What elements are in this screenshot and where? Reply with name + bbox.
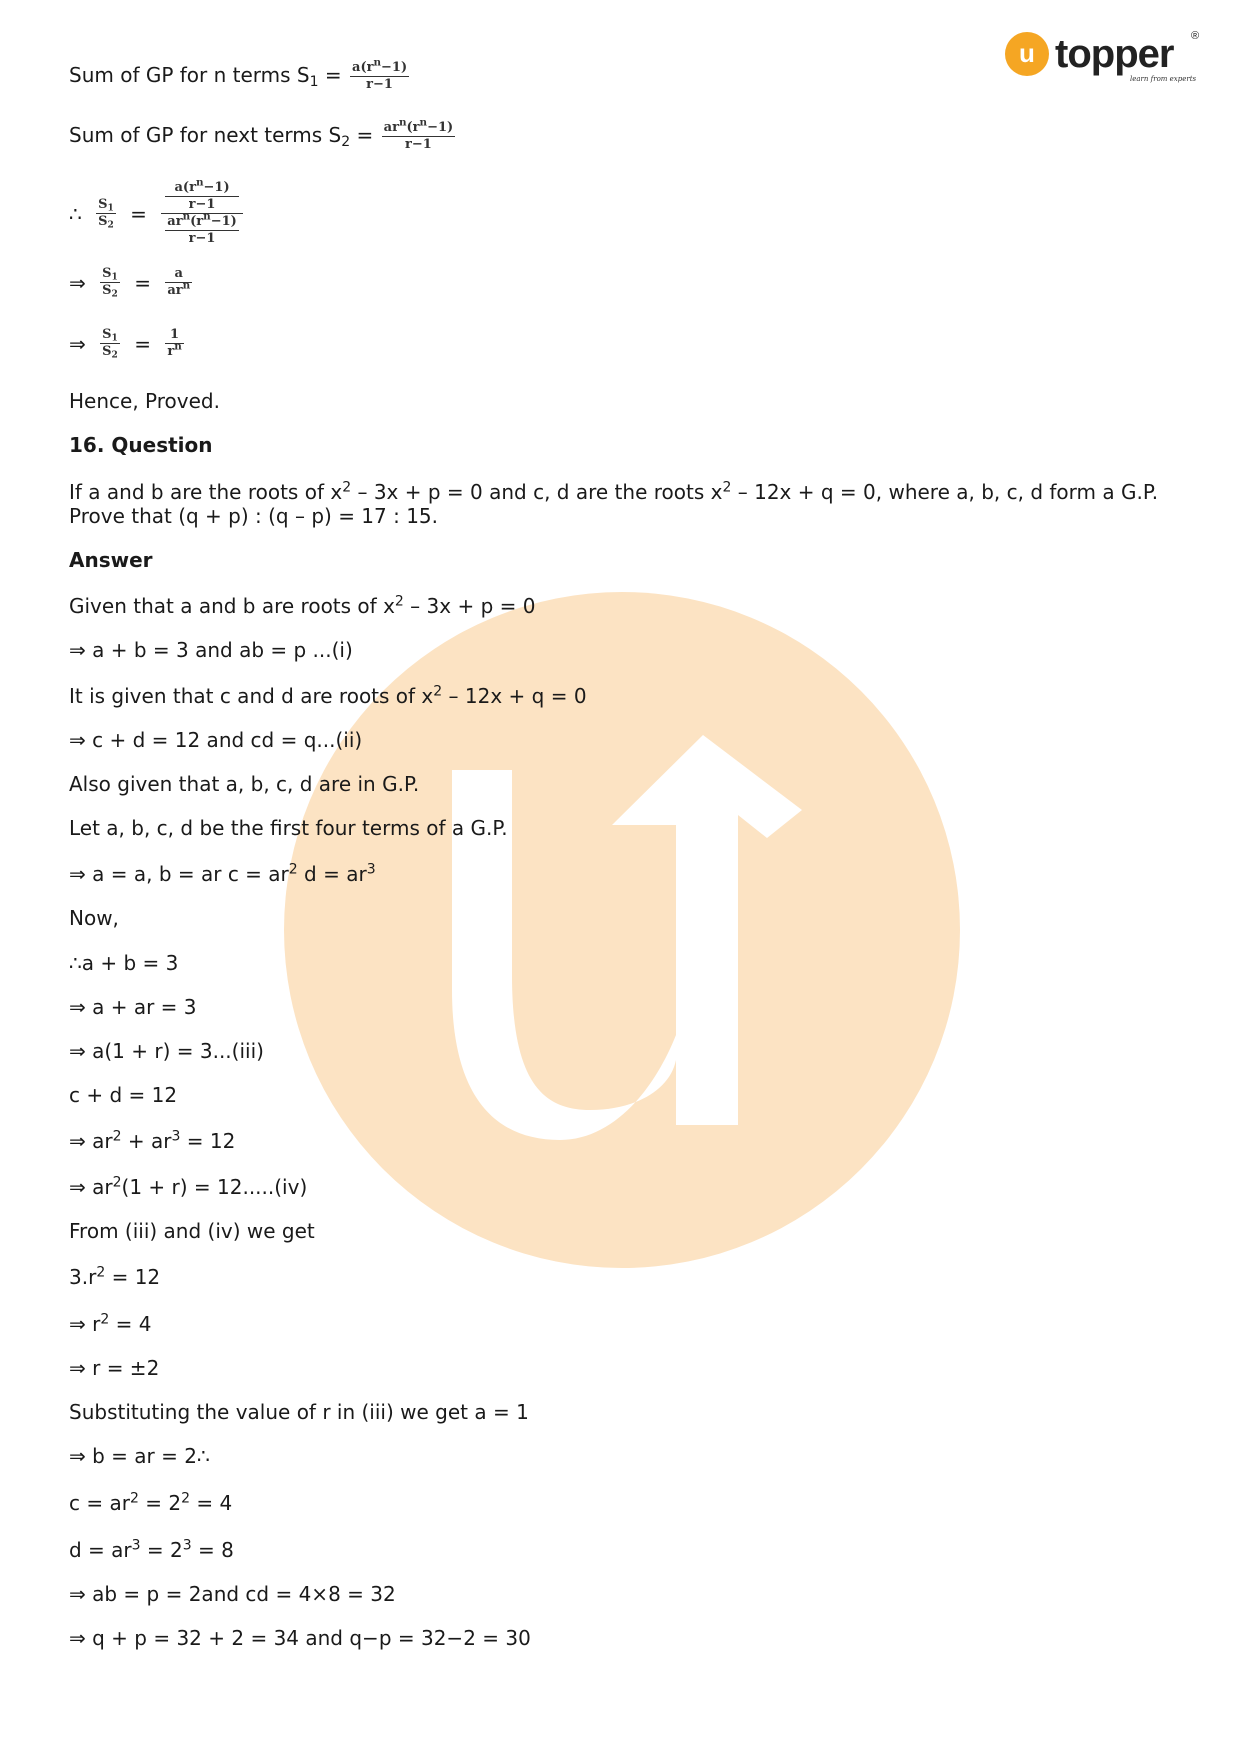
s1-subscript: 1 <box>309 74 319 91</box>
answer-line-8: Now, <box>69 906 119 930</box>
ratio-s1-s2: $\frac{S_1}{S_2}$ <box>102 266 118 300</box>
logo-tagline: learn from experts <box>1130 75 1197 83</box>
answer-line-18: ⇒ r = ±2 <box>69 1356 160 1380</box>
ratio-nested-line <box>69 176 245 247</box>
answer-line-12: c + d = 12 <box>69 1083 178 1107</box>
s1-fraction: $\frac{a(r^n-1)}{r-1}$ <box>352 56 408 92</box>
sum-n-terms-label: Sum of GP for n terms S <box>69 63 310 87</box>
answer-line-22: $d = ar^3 = 2^3 = 8$ <box>69 1537 234 1562</box>
answer-line-17: ⇒ $r^2 = 4$ <box>69 1311 152 1336</box>
ratio-step-3 <box>69 327 186 360</box>
nested-top-fraction: $a(r^n-1)$ r−1 <box>165 180 239 213</box>
answer-heading: Answer <box>69 548 153 572</box>
one-over-r-n: $\frac{1}{r^n}$ <box>167 327 182 359</box>
answer-line-1: Given that a and b are roots of $x^2 - 3x + p = 0$ <box>69 593 536 618</box>
answer-line-15: From (iii) and (iv) we get <box>69 1219 315 1243</box>
answer-line-14: ⇒ $ar^2(1 + r) = 12.....(iv)$ <box>69 1174 308 1199</box>
s2-subscript: 2 <box>341 134 351 151</box>
answer-line-20: ⇒ b = ar = 2∴ <box>69 1444 210 1468</box>
answer-line-10: ⇒ a + ar = 3 <box>69 995 197 1019</box>
question-heading: 16. Question <box>69 433 213 457</box>
answer-line-4: ⇒ c + d = 12 and cd = q...(ii) <box>69 728 363 752</box>
answer-line-16: $3.r^2 = 12$ <box>69 1264 161 1289</box>
logo-wordmark: topper <box>1055 32 1174 76</box>
therefore-symbol: ∴ <box>69 201 82 226</box>
answer-line-3: It is given that c and d are roots of $x^2 - 12x + q = 0$ <box>69 683 587 708</box>
implies-symbol: ⇒ <box>69 331 86 356</box>
s2-fraction: $\frac{ar^n(r^n-1)}{r-1}$ <box>383 116 454 152</box>
a-over-ar-n: $\frac{a}{ar^n}$ <box>167 266 191 298</box>
ratio-step-2 <box>69 266 194 299</box>
sum-next-terms-label: Sum of GP for next terms S <box>69 123 342 147</box>
nested-fraction <box>161 176 243 247</box>
answer-line-19: Substituting the value of r in (iii) we get a = 1 <box>69 1400 529 1424</box>
equals-sign: = <box>350 123 380 147</box>
answer-line-23: ⇒ ab = p = 2and cd = 4×8 = 32 <box>69 1582 396 1606</box>
nested-bottom-fraction: $ar^n(r^n-1)$ r−1 <box>167 210 237 246</box>
ratio-s1-s2: $\frac{S_1}{S_2}$ <box>102 327 118 361</box>
answer-line-24: ⇒ q + p = 32 + 2 = 34 and q−p = 32−2 = 30 <box>69 1626 531 1650</box>
equals-sign: = <box>318 63 349 87</box>
answer-line-6: Let a, b, c, d be the first four terms of a G.P. <box>69 816 508 840</box>
equals-sign: = <box>130 201 147 226</box>
logo-u-letter: u <box>1019 38 1035 68</box>
answer-line-7: ⇒ a = a, b = ar $c = ar^2$ $d = ar^3$ <box>69 861 376 886</box>
implies-symbol: ⇒ <box>69 270 86 295</box>
answer-line-5: Also given that a, b, c, d are in G.P. <box>69 772 420 796</box>
answer-line-21: $c = ar^2 = 2^2 = 4$ <box>69 1490 233 1515</box>
topper-logo <box>1005 27 1205 87</box>
hence-proved: Hence, Proved. <box>69 389 220 413</box>
equals-sign: = <box>134 331 151 356</box>
answer-line-9: ∴a + b = 3 <box>69 951 179 975</box>
question-text: If a and b are the roots of $x^2 - 3x + p = 0$ and c, d are the roots $x^2 - 12x + q = 0$, where a, b, c, d form a G.P. Prove that (q + p) : (q – p) = 17 : 15. <box>69 479 1159 528</box>
ratio-s1-s2: $\frac{S_1}{S_2}$ <box>98 197 114 231</box>
equals-sign: = <box>134 270 151 295</box>
sum-n-terms-line <box>69 56 411 93</box>
answer-line-11: ⇒ a(1 + r) = 3...(iii) <box>69 1039 264 1063</box>
answer-line-2: ⇒ a + b = 3 and ab = p ...(i) <box>69 638 353 662</box>
sum-next-terms-line <box>69 116 457 153</box>
logo-registered-mark: ® <box>1191 30 1200 42</box>
answer-line-13: ⇒ $ar^2 + ar^3 = 12$ <box>69 1128 236 1153</box>
